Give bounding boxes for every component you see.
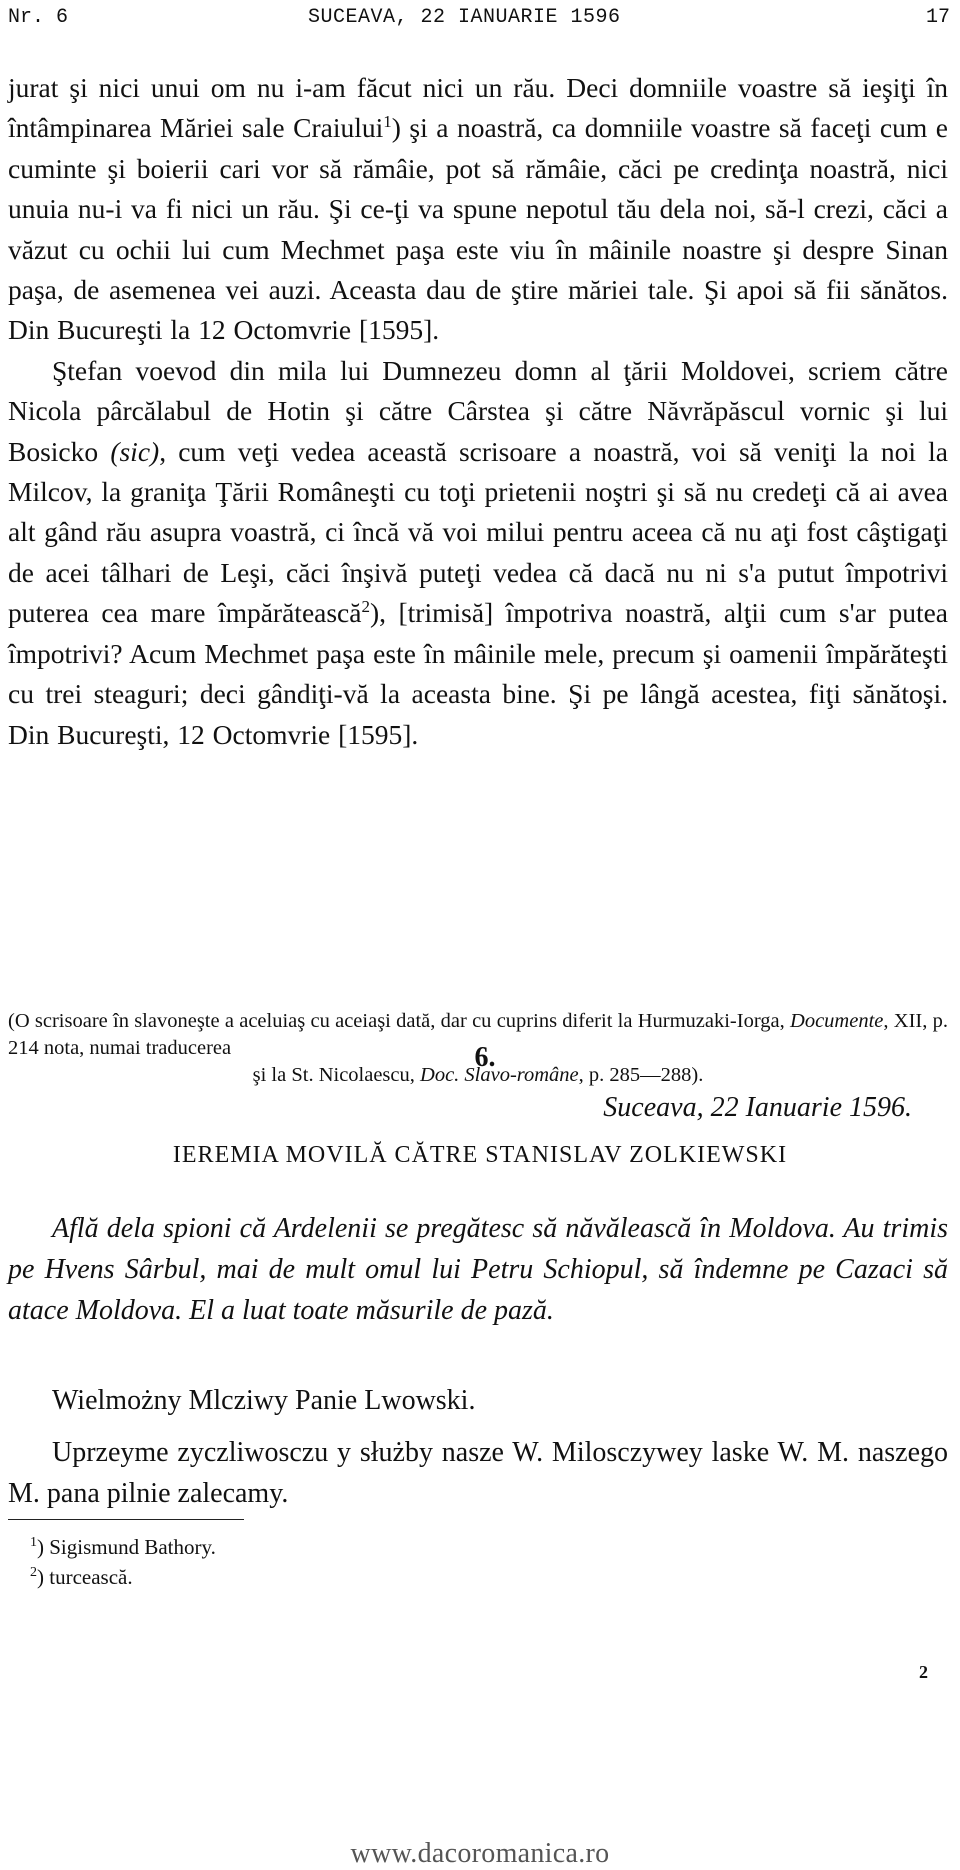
editorial-note: (O scrisoare în slavoneşte a aceluiaş cu aceiaşi dată, dar cu cuprins diferit la Hurmuzaki-Iorga, Documente, XII, p. 214 nota, numai traducerea şi la St. Nicolaescu, Doc. Slavo-române, p. 285—288). <box>8 1008 948 1089</box>
page-number: 17 <box>925 6 950 29</box>
note-last-line: şi la St. Nicolaescu, Doc. Slavo-române, p. 285—288). <box>252 1064 704 1086</box>
footnote-1: $^1$) Sigismund Bathory. <box>30 1535 216 1559</box>
footnotes <box>30 1532 216 1592</box>
issue-number: Nr. 6 <box>8 6 69 29</box>
place-date: Suceava, 22 Ianuarie 1596. <box>603 1092 912 1123</box>
running-title: SUCEAVA, 22 IANUARIE 1596 <box>308 6 621 29</box>
footnote-divider <box>8 1519 244 1520</box>
letter-continuation <box>8 68 948 755</box>
note-italic-doc: Doc. Slavo-române <box>420 1064 579 1086</box>
footnote-2: $^2$) turcească. <box>30 1565 133 1589</box>
paragraph-1: jurat şi nici unui om nu i-am făcut nici un rău. Deci domniile voastre să ieşiţi în întâmpinarea Măriei sale Craiului$^1$) şi a noastră, ca domniile voastre să faceţi cum e cuminte şi boierii cari vor să rămâie, pot să rămâie, căci pe credinţa noastră, nici unuia nu-i va fi nici un rău. Şi ce-ţi va spune nepotul tău dela noi, să-l crezi, căci a văzut cu ochii lui cum Mechmet paşa este viu în mâinile noastre şi despre Sinan paşa, de asemenea vei auzi. Aceasta dau de ştire măriei tale. Şi apoi să fii sănătos. Din Bucureşti la 12 Octomvrie [1595]. <box>8 72 948 346</box>
page-header <box>8 6 950 32</box>
footnote-ref-2: 2 <box>361 597 370 617</box>
paragraph-2: Ştefan voevod din mila lui Dumnezeu domn al ţării Moldovei, scriem către Nicola pârcălabul de Hotin şi către Cârstea şi către Năvrăpăscul vornic şi lui Bosicko (sic), cum veţi vedea această scrisoare a noastră, voi să veniţi la noi la Milcov, la graniţa Ţării Româneşti cu toţi prietenii noştri şi să nu credeţi că ai avea alt gând rău asupra voastră, ci încă vă voi milui pentru aceea că nu aţi fost câştigaţi de acei tâlhari de Leşi, căci înşivă puteţi vedea că dacă nu ni s'a putut împotrivi puterea cea mare împărătească$^2$), [trimisă] împotriva noastră, alţii cum s'ar putea împotrivi? Acum Mechmet paşa este în mâinile mele, precum şi oamenii împărăteşti cu trei steaguri; deci gândiţi-vă la aceasta bine. Şi pe lângă acestea, fiţi sănătoşi. Din Bucureşti, 12 Octomvrie [1595]. <box>8 354 948 750</box>
closing-formula <box>8 1432 948 1514</box>
note-italic-documente: Documente <box>790 1010 884 1032</box>
document-number: 6. <box>474 1042 496 1073</box>
footnote-ref-1: 1 <box>383 112 392 132</box>
salutation: Wielmożny Mlcziwy Panie Lwowski. <box>52 1385 476 1416</box>
sic-mark: (sic) <box>110 435 160 467</box>
printer-signature-mark: 2 <box>919 1662 928 1682</box>
document-title: IEREMIA MOVILĂ CĂTRE STANISLAV ZOLKIEWSKI <box>172 1142 788 1168</box>
closing-text: Uprzeyme zyczliwosczu y służby nasze W. Milosczywey laske W. M. naszego M. pana pilnie zalecamy. <box>8 1437 948 1509</box>
document-summary <box>8 1208 948 1331</box>
summary-text: Află dela spioni că Ardelenii se pregătesc să năvălească în Moldova. Au trimis pe Hvens Sârbul, mai de mult omul lui Petru Schiopul, să îndemne pe Cazaci să atace Moldova. El a luat toate măsurile de pază. <box>8 1213 948 1326</box>
source-watermark: www.dacoromanica.ro <box>350 1838 610 1869</box>
